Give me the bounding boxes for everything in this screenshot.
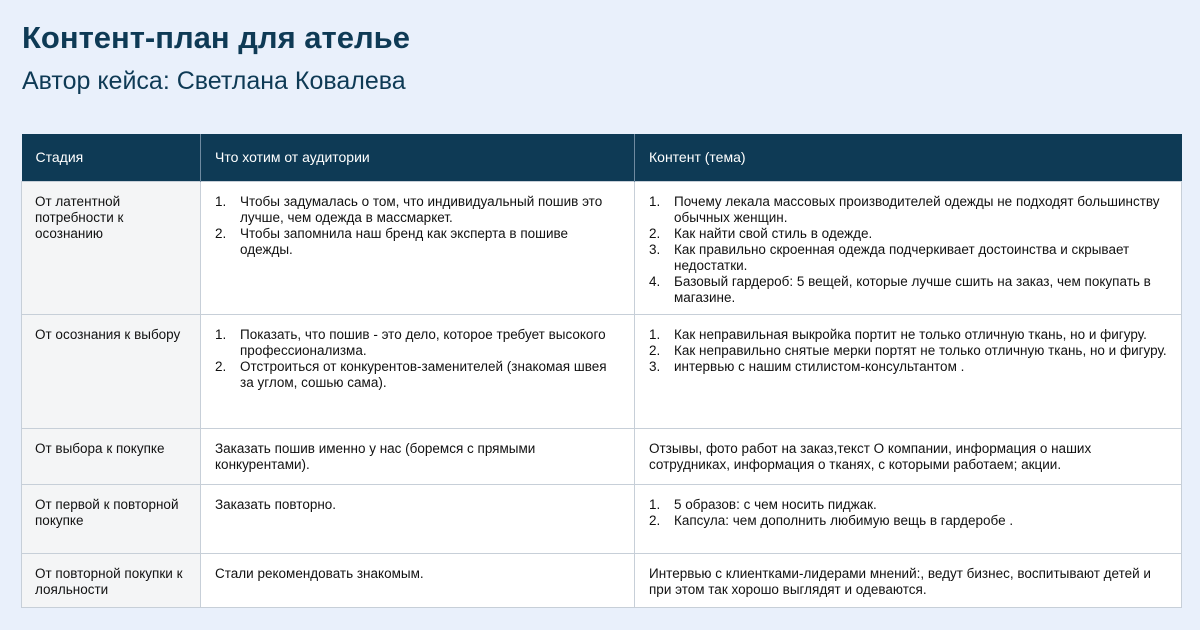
goal-cell [201, 181, 635, 314]
content-plan-table [21, 134, 1182, 608]
content-cell: Интервью с клиентками-лидерами мнений:, ведут бизнес, воспитывают детей и при этом так хорошо выглядят и одеваются. [635, 553, 1182, 607]
content-list [649, 327, 1167, 375]
goal-cell: Заказать повторно. [201, 484, 635, 553]
stage-cell: От повторной покупки к лояльности [22, 553, 201, 607]
list-item: 1. 5 образов: с чем носить пиджак. [649, 496, 877, 512]
list-item: 1. Показать, что пошив - это дело, которое требует высокого профессионализма. [215, 326, 606, 358]
goal-cell: Стали рекомендовать знакомым. [201, 553, 635, 607]
list-item-text: Капсула: чем дополнить любимую вещь в гардеробе . [674, 512, 1014, 528]
list-item-text: Отстроиться от конкурентов-заменителей (знакомая швея за углом, сошью сама). [240, 358, 607, 390]
list-item: 1. Чтобы задумалась о том, что индивидуальный пошив это лучше, чем одежда в массмаркет. [215, 193, 603, 225]
stage-cell: От первой к повторной покупке [22, 484, 201, 553]
goal-list [215, 327, 620, 391]
table-row [22, 314, 1182, 428]
list-item: 2. Как найти свой стиль в одежде. [649, 225, 873, 241]
stage-cell: От латентной потребности к осознанию [22, 181, 201, 314]
list-item-text: Как неправильно снятые мерки портят не только отличную ткань, но и фигуру. [674, 342, 1167, 358]
list-item-text: Как найти свой стиль в одежде. [674, 225, 873, 241]
goal-list [215, 194, 620, 258]
table-row [22, 181, 1182, 314]
table-row [22, 428, 1182, 484]
list-item-text: Базовый гардероб: 5 вещей, которые лучше сшить на заказ, чем покупать в магазине. [674, 273, 1151, 305]
table-row [22, 484, 1182, 553]
table-row [22, 553, 1182, 607]
list-item-text: Показать, что пошив - это дело, которое требует высокого профессионализма. [240, 326, 606, 358]
goal-cell: Заказать пошив именно у нас (боремся с прямыми конкурентами). [201, 428, 635, 484]
list-item-text: Как неправильная выкройка портит не только отличную ткань, но и фигуру. [674, 326, 1147, 342]
list-item: 4. Базовый гардероб: 5 вещей, которые лучше сшить на заказ, чем покупать в магазине. [649, 273, 1151, 305]
content-cell [635, 314, 1182, 428]
page-title: Контент-план для ателье [22, 20, 410, 55]
column-header-content: Контент (тема) [635, 134, 1182, 181]
list-item: 2. Чтобы запомнила наш бренд как эксперта в пошиве одежды. [215, 225, 569, 257]
content-list [649, 497, 1167, 529]
table-header-row [22, 134, 1182, 181]
list-item: 2. Отстроиться от конкурентов-заменителей (знакомая швея за углом, сошью сама). [215, 358, 607, 390]
list-item: 2. Как неправильно снятые мерки портят не только отличную ткань, но и фигуру. [649, 342, 1167, 358]
content-cell [635, 181, 1182, 314]
list-item: 3. интервью с нашим стилистом-консультантом . [649, 358, 965, 374]
column-header-stage: Стадия [22, 134, 201, 181]
stage-cell: От осознания к выбору [22, 314, 201, 428]
page-subtitle: Автор кейса: Светлана Ковалева [22, 67, 406, 95]
goal-cell [201, 314, 635, 428]
content-cell [635, 484, 1182, 553]
list-item: 1. Почему лекала массовых производителей одежды не подходят большинству обычных женщин. [649, 193, 1160, 225]
stage-cell: От выбора к покупке [22, 428, 201, 484]
list-item: 2. Капсула: чем дополнить любимую вещь в гардеробе . [649, 512, 1014, 528]
list-item-text: Чтобы задумалась о том, что индивидуальный пошив это лучше, чем одежда в массмаркет. [240, 193, 603, 225]
list-item-text: 5 образов: с чем носить пиджак. [674, 496, 877, 512]
list-item-text: Почему лекала массовых производителей одежды не подходят большинству обычных женщин. [674, 193, 1160, 225]
column-header-goal: Что хотим от аудитории [201, 134, 635, 181]
content-list [649, 194, 1167, 306]
list-item-text: Как правильно скроенная одежда подчеркивает достоинства и скрывает недостатки. [674, 241, 1130, 273]
list-item-text: Чтобы запомнила наш бренд как эксперта в пошиве одежды. [240, 225, 569, 257]
list-item-text: интервью с нашим стилистом-консультантом . [674, 358, 965, 374]
content-cell: Отзывы, фото работ на заказ,текст О компании, информация о наших сотрудниках, информация о тканях, с которыми работаем; акции. [635, 428, 1182, 484]
list-item: 1. Как неправильная выкройка портит не только отличную ткань, но и фигуру. [649, 326, 1147, 342]
list-item: 3. Как правильно скроенная одежда подчеркивает достоинства и скрывает недостатки. [649, 241, 1130, 273]
